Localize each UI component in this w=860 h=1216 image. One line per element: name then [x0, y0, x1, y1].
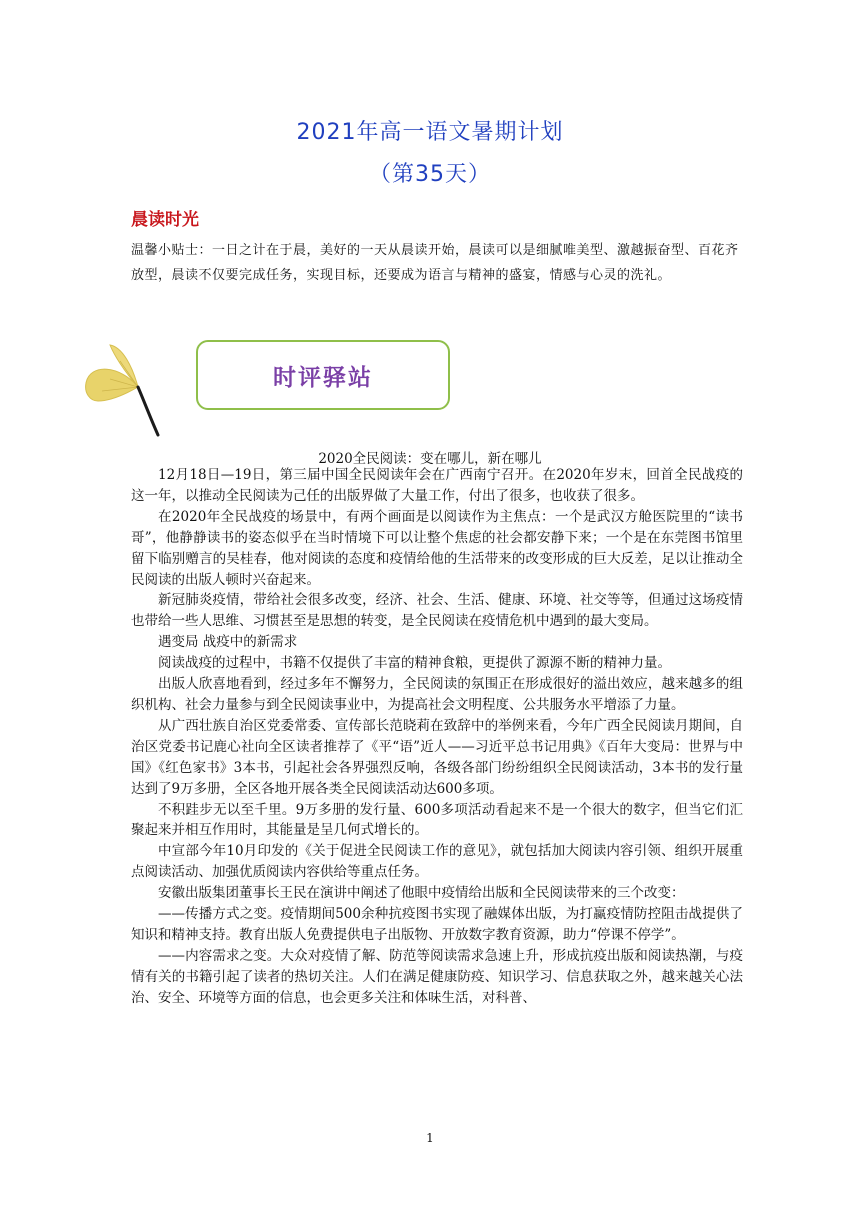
article-paragraph: 阅读战疫的过程中，书籍不仅提供了丰富的精神食粮，更提供了源源不断的精神力量。	[158, 655, 671, 672]
column-badge	[196, 340, 450, 410]
ginkgo-leaf-icon	[80, 335, 170, 440]
article-title: 2020全民阅读：变在哪儿，新在哪儿	[318, 451, 542, 467]
section-heading: 晨读时光	[131, 210, 199, 230]
document-subtitle: （第35天）	[369, 162, 491, 187]
article-paragraph: 不积跬步无以至千里。9万多册的发行量、600多项活动看起来不是一个很大的数字，但当它们汇聚起来并相互作用时，其能量是呈几何式增长的。	[131, 801, 743, 839]
article-paragraph: ——传播方式之变。疫情期间500余种抗疫图书实现了融媒体出版，为打赢疫情防控阻击战提供了知识和精神支持。教育出版人免费提供电子出版物、开放数字教育资源，助力“停课不停学”。	[131, 906, 743, 943]
article-paragraph: 12月18日—19日，第三届中国全民阅读年会在广西南宁召开。在2020年岁末，回首全民战疫的这一年，以推动全民阅读为己任的出版界做了大量工作，付出了很多，也收获了很多。	[131, 467, 743, 504]
article-body	[131, 465, 743, 1009]
column-badge-label: 时评驿站	[273, 364, 373, 391]
article-paragraph: 安徽出版集团董事长王民在演讲中阐述了他眼中疫情给出版和全民阅读带来的三个改变：	[158, 885, 685, 902]
document-title: 2021年高一语文暑期计划	[296, 120, 564, 145]
article-paragraph: 在2020年全民战疫的场景中，有两个画面是以阅读作为主焦点：一个是武汉方舱医院里的“读书哥”，他静静读书的姿态似乎在当时情境下可以让整个焦虑的社会都安静下来；一个是在东莞图书馆里留下临别赠言的吴桂春，他对阅读的态度和疫情给他的生活带来的改变形成的巨大反差，足以让推动全民阅读的出版人顿时兴奋起来。	[131, 508, 743, 588]
article-paragraph: 出版人欣喜地看到，经过多年不懈努力，全民阅读的氛围正在形成很好的溢出效应，越来越多的组织机构、社会力量参与到全民阅读事业中，为提高社会文明程度、公共服务水平增添了力量。	[131, 676, 743, 713]
article-paragraph: 中宣部今年10月印发的《关于促进全民阅读工作的意见》，就包括加大阅读内容引领、组织开展重点阅读活动、加强优质阅读内容供给等重点任务。	[131, 843, 743, 881]
article-subheading: 遇变局 战疫中的新需求	[158, 634, 298, 651]
page-number: 1	[426, 1131, 434, 1145]
article-paragraph: ——内容需求之变。大众对疫情了解、防范等阅读需求急速上升，形成抗疫出版和阅读热潮，与疫情有关的书籍引起了读者的热切关注。人们在满足健康防疫、知识学习、信息获取之外，越来越关心法治、安全、环境等方面的信息，也会更多关注和体味生活，对科普、	[131, 947, 743, 1006]
article-paragraph: 新冠肺炎疫情，带给社会很多改变，经济、社会、生活、健康、环境、社交等等，但通过这场疫情也带给一些人思维、习惯甚至是思想的转变，是全民阅读在疫情危机中遇到的最大变局。	[131, 592, 743, 630]
tip-paragraph: 温馨小贴士：一日之计在于晨，美好的一天从晨读开始，晨读可以是细腻唯美型、激越振奋型、百花齐放型，晨读不仅要完成任务，实现目标，还要成为语言与精神的盛宴，情感与心灵的洗礼。	[131, 243, 739, 283]
article-paragraph: 从广西壮族自治区党委常委、宣传部长范晓莉在致辞中的举例来看，今年广西全民阅读月期间，自治区党委书记鹿心社向全区读者推荐了《平“语”近人——习近平总书记用典》《百年大变局：世界与中国》《红色家书》3本书，引起社会各界强烈反响，各级各部门纷纷组织全民阅读活动，3本书的发行量达到了9万多册，全区各地开展各类全民阅读活动达600多项。	[131, 717, 743, 797]
